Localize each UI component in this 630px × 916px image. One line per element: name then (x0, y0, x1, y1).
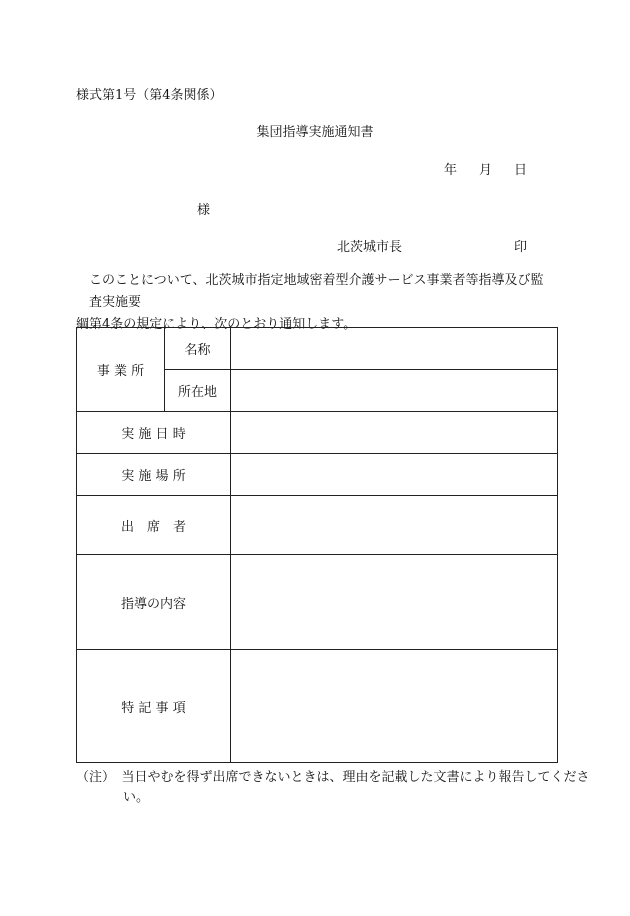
office-address-label: 所在地 (165, 370, 231, 412)
intro-line-2: 綱第4条の規定により、次のとおり通知します。 (76, 317, 357, 332)
note-line-2: い。 (123, 790, 150, 805)
place-label: 実 施 場 所 (77, 454, 231, 496)
datetime-cell[interactable] (231, 412, 558, 454)
date-year-label: 年 (444, 163, 458, 178)
date-month-label: 月 (479, 163, 493, 178)
attendees-cell[interactable] (231, 496, 558, 555)
date-day-label: 日 (514, 163, 528, 178)
office-name-cell[interactable] (231, 328, 558, 370)
sender-name: 北茨城市長 (337, 240, 403, 255)
office-address-cell[interactable] (231, 370, 558, 412)
notice-table (76, 327, 558, 763)
seal-mark: 印 (514, 240, 528, 255)
office-name-label: 名称 (165, 328, 231, 370)
date-line (444, 159, 527, 178)
place-cell[interactable] (231, 454, 558, 496)
form-number: 様式第1号（第4条関係） (76, 88, 223, 103)
attendees-label: 出 席 者 (77, 496, 231, 555)
remarks-cell[interactable] (231, 650, 558, 763)
addressee-suffix: 様 (197, 203, 211, 218)
note-line-1: （注） 当日やむを得ず出席できないときは、理由を記載した文書により報告してくださ (76, 770, 590, 785)
datetime-label: 実 施 日 時 (77, 412, 231, 454)
remarks-label: 特 記 事 項 (77, 650, 231, 763)
office-label: 事 業 所 (77, 328, 165, 412)
content-cell[interactable] (231, 555, 558, 650)
content-label: 指導の内容 (77, 555, 231, 650)
document-title: 集団指導実施通知書 (256, 125, 374, 140)
intro-line-1: このことについて、北茨城市指定地域密着型介護サービス事業者等指導及び監査実施要 (89, 273, 544, 310)
